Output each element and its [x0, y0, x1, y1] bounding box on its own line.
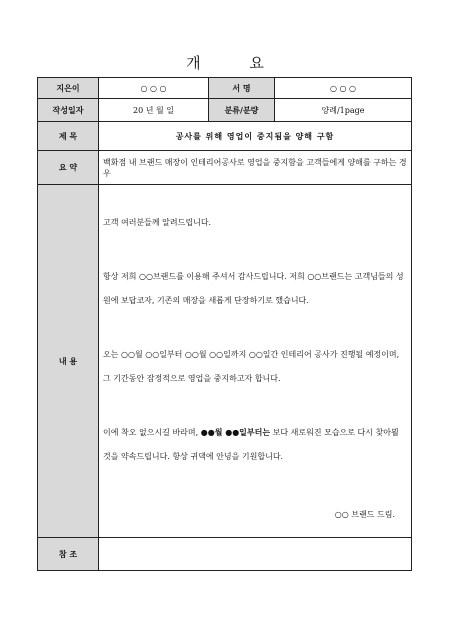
subject-value: 공사를 위해 영업이 중지됨을 양해 구함 — [99, 122, 412, 151]
reference-value — [99, 538, 412, 571]
author-value: ○ ○ ○ — [99, 78, 209, 99]
content-paragraph-1: 항상 저희 ○○브랜드를 이용해 주셔서 감사드립니다. 저희 ○○브랜드는 고객님들의 성원에 보답코자, 기존의 매장을 새롭게 단장하기로 했습니다. — [103, 272, 404, 305]
document-title: 개 요 — [186, 54, 286, 72]
author-label: 지은이 — [38, 78, 99, 99]
date-value: 20 년 월 일 — [99, 99, 209, 122]
content-signature: ○○ 브랜드 드림. — [334, 510, 395, 519]
subject-row — [38, 122, 412, 151]
summary-label: 요 약 — [38, 151, 99, 185]
signature-value: ○ ○ ○ — [275, 78, 412, 99]
content-greeting: 고객 여러분들께 알려드립니다. — [103, 218, 212, 227]
content-row — [38, 185, 412, 538]
date-row — [38, 99, 412, 122]
paragraph-3-suffix: 보다 새로워진 모습으로 다시 찾아뵐 것을 약속드립니다. 항상 귀댁에 안녕을 기원합니다. — [103, 428, 399, 461]
content-label: 내 용 — [38, 185, 99, 538]
category-label: 분류/분량 — [209, 99, 275, 122]
summary-form — [37, 77, 412, 571]
date-label: 작성일자 — [38, 99, 99, 122]
reference-row — [38, 538, 412, 571]
summary-value: 백화점 내 브랜드 매장이 인테리어공사로 영업을 중지함을 고객들에게 양해를 구하는 경우 — [99, 151, 412, 185]
reference-label: 참 조 — [38, 538, 99, 571]
paragraph-3-bold-date: ●●월 ●●일부터는 — [200, 428, 271, 437]
content-paragraph-3 — [103, 421, 407, 469]
subject-label: 제 목 — [38, 122, 99, 151]
category-value: 양례/1page — [275, 99, 412, 122]
content-paragraph-2: 오는 ○○월 ○○일부터 ○○월 ○○일까지 ○○일간 인테리어 공사가 진행될 예정이며, 그 기간동안 잠정적으로 영업을 중지하고자 합니다. — [103, 350, 400, 383]
content-body — [99, 185, 412, 538]
paragraph-3-prefix: 이에 착오 없으시길 바라며, — [103, 428, 201, 437]
summary-row — [38, 151, 412, 185]
author-row — [38, 78, 412, 99]
signature-label: 서 명 — [209, 78, 275, 99]
